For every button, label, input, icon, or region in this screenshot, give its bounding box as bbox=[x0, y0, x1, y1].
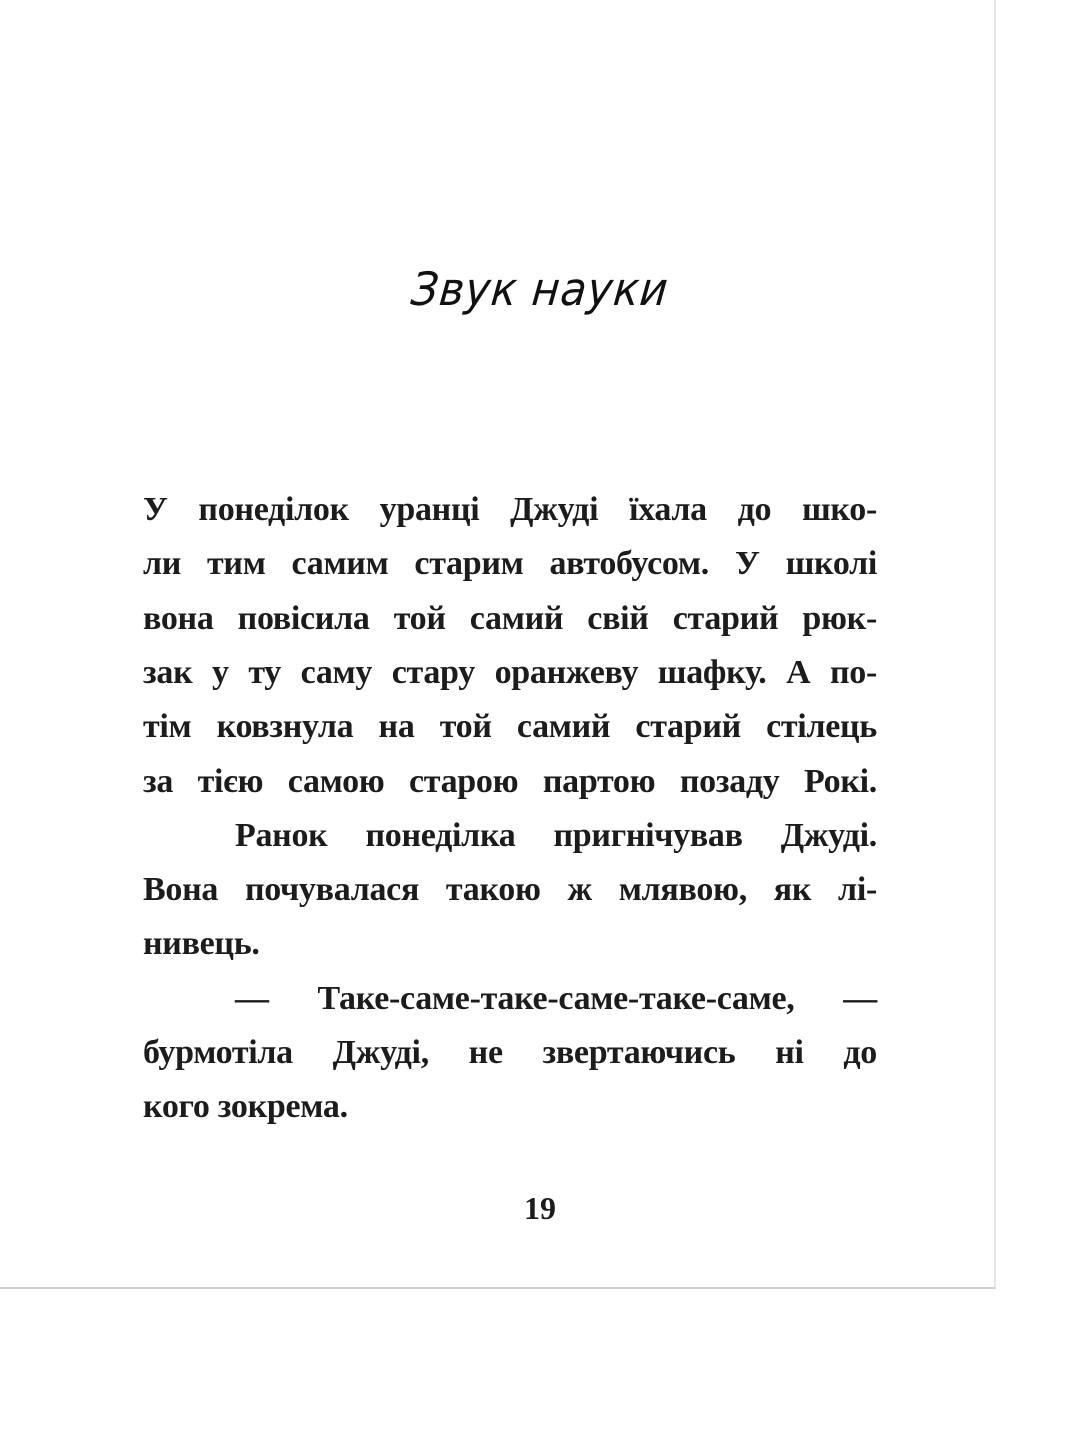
text-line: бурмотіла Джуді, не звертаючись ні до bbox=[143, 1034, 877, 1071]
text-line: кого зокрема. bbox=[143, 1088, 348, 1126]
text-line: тім ковзнула на той самий старий стілець bbox=[143, 708, 877, 746]
text-line: нивець. bbox=[143, 925, 260, 963]
text-line: Вона почувалася такою ж млявою, як лі- bbox=[143, 871, 877, 909]
text-line: зак у ту саму стару оранжеву шафку. А по- bbox=[143, 653, 877, 691]
chapter-title: Звук науки bbox=[408, 262, 672, 316]
page-number: 19 bbox=[524, 1190, 556, 1226]
text-line: ли тим самим старим автобусом. У школі bbox=[143, 545, 877, 583]
text-line: — Таке-саме-таке-саме-таке-саме, — bbox=[235, 979, 877, 1017]
text-line: Ранок понеділка пригнічував Джуді. bbox=[235, 816, 877, 854]
text-line: вона повісила той самий свій старий рюк- bbox=[143, 599, 877, 637]
text-line: У понеділок уранці Джуді їхала до шко- bbox=[143, 491, 877, 528]
text-line: за тією самою старою партою позаду Рокі. bbox=[143, 762, 877, 800]
